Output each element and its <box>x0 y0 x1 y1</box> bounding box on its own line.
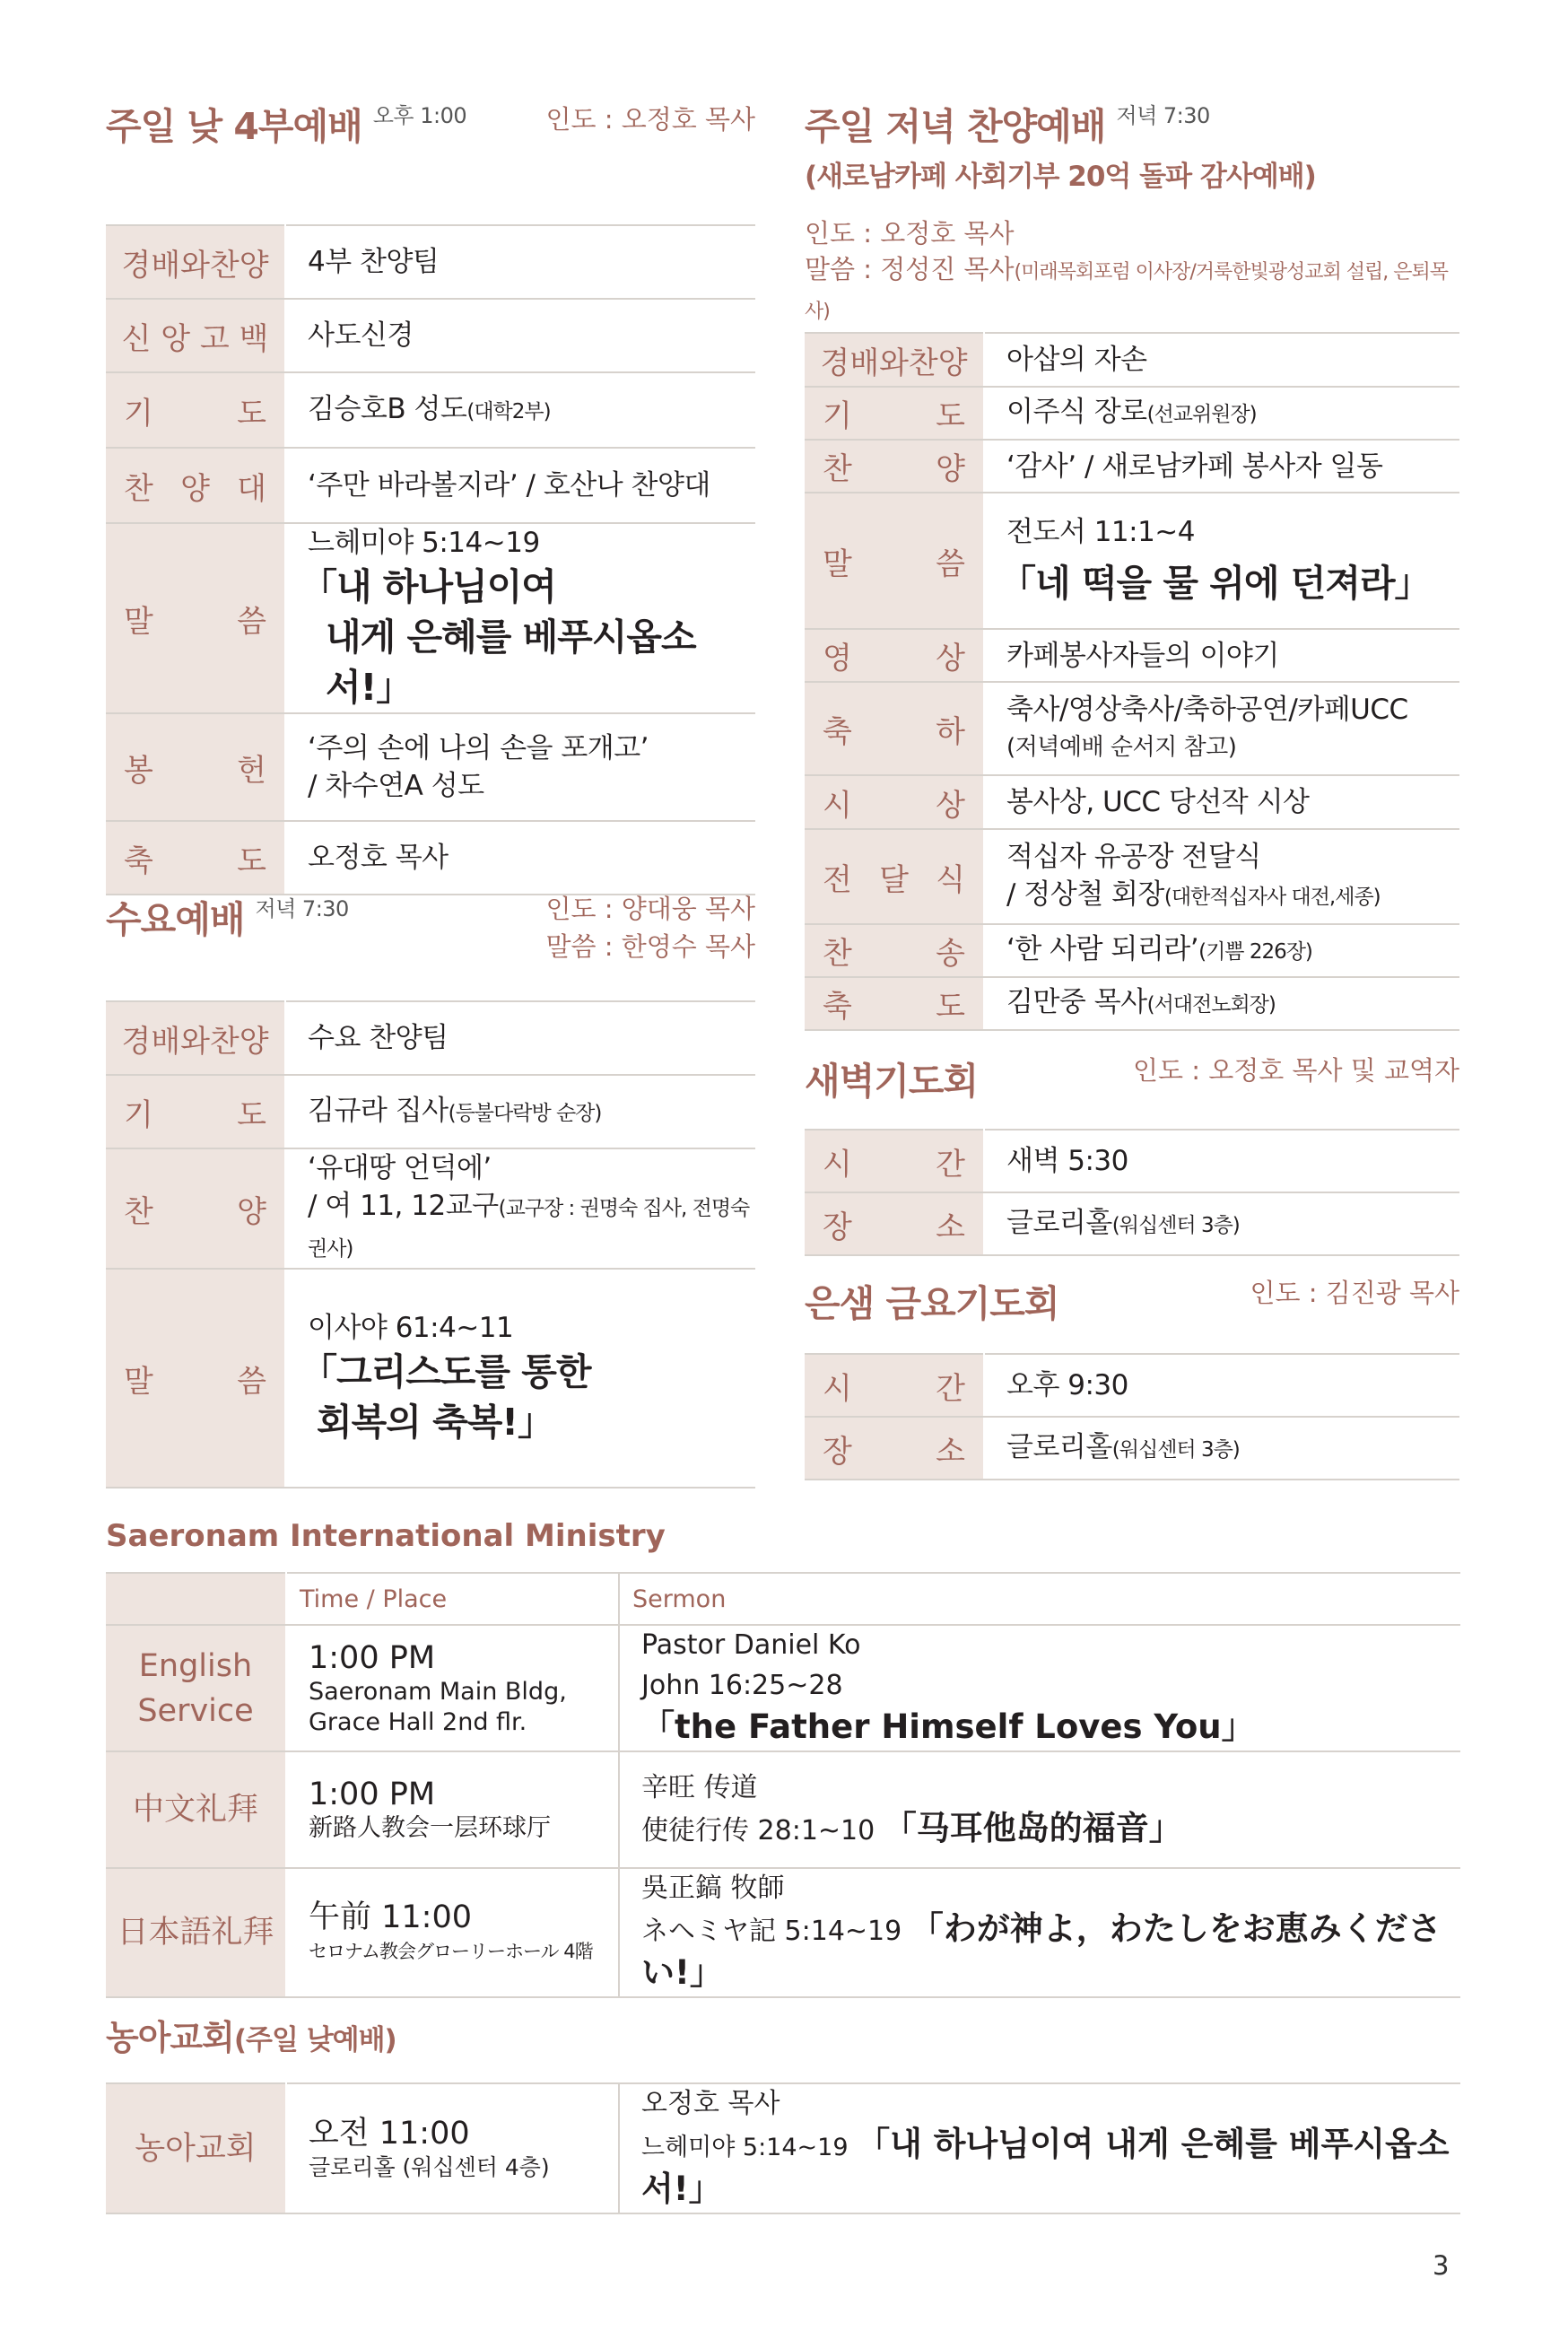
celebration-items: 축사/영상축사/축하공연/카페UCC <box>1006 694 1408 726</box>
row-value: 오후 9:30 <box>984 1354 1459 1417</box>
table-row <box>805 1417 1459 1480</box>
wednesday-section <box>106 890 755 1489</box>
row-note: (대학2부) <box>466 399 551 423</box>
award-title: 적십자 유공장 전달식 <box>1006 840 1261 873</box>
sermon-title-line1: 「그리스도를 통한 <box>301 1350 591 1393</box>
table-row <box>805 1192 1459 1255</box>
table-row <box>106 523 755 713</box>
table-row <box>805 775 1459 829</box>
row-label: 축 하 <box>823 713 965 750</box>
evening-order-table <box>805 332 1459 1031</box>
deaf-section <box>106 2010 1460 2214</box>
table-row <box>805 493 1459 629</box>
wednesday-preacher: 말씀 : 한영수 목사 <box>545 931 755 962</box>
page-number: 3 <box>1433 2250 1450 2281</box>
sermon-title: 「the Father Himself Loves You」 <box>641 1707 1255 1746</box>
offering-performer: / 차수연A 성도 <box>308 770 484 802</box>
row-value: 카페봉사자들의 이야기 <box>984 629 1459 682</box>
table-row <box>106 299 755 372</box>
place-line1: セロナム教会グローリーホール 4階 <box>309 1941 593 1962</box>
deaf-title: 농아교회 <box>106 2018 234 2057</box>
verse: 使徒行传 28:1~10 <box>641 1814 875 1846</box>
sunday4-section <box>106 97 755 895</box>
row-label: 말 씀 <box>823 546 965 582</box>
sermon-title-line2: 회복의 축복!」 <box>317 1401 554 1444</box>
table-row <box>805 682 1459 775</box>
evening-leader: 인도 : 오정호 목사 <box>805 218 1015 249</box>
english-service-label-line1: English <box>138 1647 253 1684</box>
row-label: 영 상 <box>823 641 965 677</box>
sermon-verse: 전도서 11:1~4 <box>1006 516 1196 548</box>
friday-title: 은샘 금요기도회 <box>805 1282 1059 1325</box>
table-row <box>106 225 755 299</box>
anthem-choir: / 여 11, 12교구 <box>308 1190 499 1222</box>
row-label: 기 도 <box>124 395 266 432</box>
deaf-label: 농아교회 <box>106 2083 286 2213</box>
deaf-table <box>106 2082 1460 2214</box>
friday-leader: 인도 : 김진광 목사 <box>1250 1278 1459 1308</box>
sermon-title-line2: 내게 은혜를 베푸시옵소서!」 <box>326 615 696 709</box>
row-value: 김만중 목사 <box>1006 986 1147 1018</box>
row-label: 말 씀 <box>124 603 266 640</box>
dawn-title: 새벽기도회 <box>805 1060 979 1103</box>
friday-section <box>805 1274 1459 1480</box>
row-note: (기쁨 226장) <box>1198 940 1312 964</box>
table-row <box>805 1354 1459 1417</box>
wednesday-header <box>106 890 755 989</box>
row-value: 봉사상, UCC 당선작 시상 <box>984 775 1459 829</box>
offering-song: ‘주의 손에 나의 손을 포개고’ <box>308 732 649 764</box>
row-value: 수요 찬양팀 <box>285 1001 755 1075</box>
row-value: ‘감사’ / 새로남카페 봉사자 일동 <box>984 440 1459 493</box>
row-label: 장 소 <box>823 1209 965 1245</box>
time: 오전 11:00 <box>309 2115 470 2152</box>
sermon-verse: 느헤미야 5:14~19 <box>308 527 540 559</box>
table-row <box>106 1868 1460 1997</box>
table-row <box>805 829 1459 924</box>
place-line1: 新路人教会一层环球厅 <box>309 1814 551 1842</box>
chinese-service-label: 中文礼拜 <box>106 1751 286 1868</box>
row-label: 시 간 <box>823 1146 965 1183</box>
table-row <box>805 333 1459 387</box>
row-label: 찬 송 <box>823 936 965 972</box>
intl-table <box>106 1572 1460 1998</box>
anthem-song: ‘유대땅 언덕에’ <box>308 1152 492 1184</box>
place-line2: Grace Hall 2nd flr. <box>309 1707 527 1736</box>
intl-title: Saeronam International Ministry <box>106 1518 666 1554</box>
table-row <box>106 1269 755 1488</box>
row-value: 아삽의 자손 <box>984 333 1459 387</box>
table-row <box>106 1625 1460 1751</box>
row-note: (등불다락방 순장) <box>448 1101 602 1125</box>
evening-header <box>805 97 1459 194</box>
table-row <box>106 1148 755 1269</box>
row-label: 기 도 <box>823 398 965 434</box>
evening-section <box>805 97 1459 1031</box>
english-service-label-line2: Service <box>137 1692 254 1729</box>
row-note: (선교위원장) <box>1146 403 1257 426</box>
table-row <box>106 2083 1460 2213</box>
sermon-title: 「내 하나님이여 내게 은혜를 베푸시옵소서!」 <box>641 2125 1450 2208</box>
time: 1:00 PM <box>309 1777 436 1812</box>
row-label: 경배와찬양 <box>121 247 269 284</box>
col-sermon: Sermon <box>619 1573 1460 1625</box>
row-label: 찬 양 <box>124 1193 266 1230</box>
sermon-title: 「わが神よ，わたしをお恵みください!」 <box>641 1909 1442 1992</box>
row-label: 신 앙 고 백 <box>121 320 269 357</box>
sermon-title-line1: 「내 하나님이여 <box>301 565 556 608</box>
sunday4-header <box>106 97 755 169</box>
row-label: 찬 양 대 <box>124 470 266 507</box>
japanese-service-label: 日本語礼拜 <box>106 1868 286 1997</box>
wednesday-time: 저녁 7:30 <box>255 896 349 921</box>
row-value: 4부 찬양팀 <box>285 225 755 299</box>
row-label: 봉 헌 <box>124 752 266 789</box>
preacher: 辛旺 传道 <box>641 1771 758 1803</box>
row-label: 경배와찬양 <box>820 345 968 381</box>
row-value: 새벽 5:30 <box>984 1130 1459 1192</box>
table-row <box>106 1751 1460 1868</box>
table-row <box>805 387 1459 440</box>
row-value: 김규라 집사 <box>308 1094 449 1127</box>
verse: John 16:25~28 <box>641 1670 843 1701</box>
table-row <box>805 440 1459 493</box>
wednesday-title: 수요예배 <box>106 898 245 941</box>
table-row <box>106 372 755 448</box>
row-value: 오정호 목사 <box>285 821 755 895</box>
table-row <box>106 821 755 895</box>
row-label: 시 간 <box>823 1370 965 1407</box>
row-note: (워십센터 3층) <box>1111 1437 1240 1462</box>
row-label: 기 도 <box>124 1096 266 1133</box>
row-label: 경배와찬양 <box>121 1023 269 1060</box>
sunday4-title: 주일 낮 4부예배 <box>106 105 362 148</box>
row-label: 찬 양 <box>823 451 965 487</box>
sermon-title: 「네 떡을 물 위에 던져라」 <box>999 562 1431 605</box>
award-presenter: / 정상철 회장 <box>1006 877 1164 911</box>
evening-title: 주일 저녁 찬양예배 <box>805 105 1106 148</box>
time: 午前 11:00 <box>309 1899 472 1935</box>
table-row <box>805 924 1459 977</box>
evening-preacher-note: (미래목회포럼 이사장/거룩한빛광성교회 설립, 은퇴목사) <box>805 261 1449 323</box>
row-label: 시 상 <box>823 787 965 824</box>
row-value: 이주식 장로 <box>1006 396 1147 428</box>
sermon-title: 「马耳他岛的福音」 <box>883 1808 1182 1847</box>
row-label: 말 씀 <box>124 1363 266 1400</box>
table-row <box>106 713 755 821</box>
time: 1:00 PM <box>309 1639 436 1676</box>
preacher: Pastor Daniel Ko <box>641 1629 861 1661</box>
sunday4-order-table <box>106 224 755 895</box>
row-label: 축 도 <box>823 989 965 1025</box>
table-header-row <box>106 1573 1460 1625</box>
wednesday-order-table <box>106 1000 755 1489</box>
friday-header <box>805 1274 1459 1346</box>
dawn-leader: 인도 : 오정호 목사 및 교역자 <box>1132 1055 1459 1086</box>
table-row <box>805 977 1459 1030</box>
row-value: 글로리홀 <box>1006 1430 1112 1463</box>
evening-subtitle: (새로남카페 사회기부 20억 돌파 감사예배) <box>805 161 1316 193</box>
row-value: ‘주만 바라볼지라’ / 호산나 찬양대 <box>285 448 755 523</box>
dawn-section <box>805 1052 1459 1256</box>
table-row <box>805 1130 1459 1192</box>
row-label: 축 도 <box>124 842 266 879</box>
place-line1: Saeronam Main Bldg, <box>309 1677 567 1706</box>
table-row <box>106 1001 755 1075</box>
table-row <box>106 448 755 523</box>
dawn-table <box>805 1129 1459 1256</box>
preacher: 오정호 목사 <box>641 2088 780 2119</box>
row-value: 사도신경 <box>285 299 755 372</box>
deaf-title-note: (주일 낮예배) <box>233 2024 396 2056</box>
sunday4-leader: 인도 : 오정호 목사 <box>545 104 755 135</box>
row-value: 글로리홀 <box>1006 1206 1112 1239</box>
row-note: (워십센터 3층) <box>1111 1213 1240 1237</box>
preacher: 吳正鎬 牧師 <box>641 1873 785 1904</box>
row-note: (서대전노회장) <box>1146 993 1276 1017</box>
friday-table <box>805 1353 1459 1480</box>
table-row <box>106 1075 755 1148</box>
verse: ネヘミヤ記 5:14~19 <box>641 1916 902 1947</box>
celebration-note: (저녁예배 순서지 참고) <box>1006 734 1237 761</box>
row-value: ‘한 사람 되리라’ <box>1006 933 1199 965</box>
verse: 느헤미야 5:14~19 <box>641 2134 849 2161</box>
wednesday-leader: 인도 : 양대웅 목사 <box>545 894 755 924</box>
award-presenter-note: (대한적십자사 대전,세종) <box>1163 885 1381 909</box>
sunday4-time: 오후 1:00 <box>372 103 467 128</box>
col-time-place: Time / Place <box>286 1573 619 1625</box>
evening-preacher: 말씀 : 정성진 목사 <box>805 254 1015 284</box>
dawn-header <box>805 1052 1459 1123</box>
intl-section <box>106 1518 1460 1998</box>
anthem-choir-note: (교구장 : 권명숙 집사, 전명숙 권사) <box>308 1197 750 1261</box>
row-value: 김승호B 성도 <box>308 392 467 425</box>
deaf-header <box>106 2010 1460 2059</box>
sermon-verse: 이사야 61:4~11 <box>308 1312 514 1344</box>
row-label: 장 소 <box>823 1433 965 1470</box>
evening-time: 저녁 7:30 <box>1116 103 1210 128</box>
table-row <box>805 629 1459 682</box>
place: 글로리홀 (워십센터 4층) <box>309 2153 550 2180</box>
row-label: 전 달 식 <box>823 861 965 898</box>
